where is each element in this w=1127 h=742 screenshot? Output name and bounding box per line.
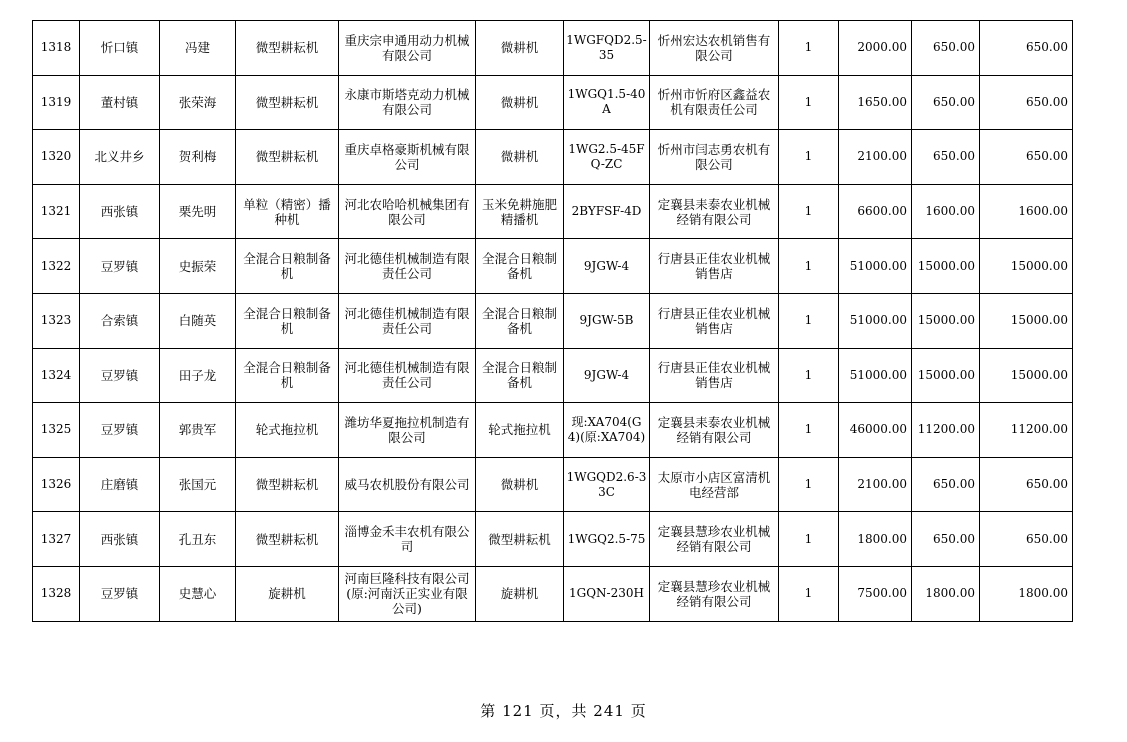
cell-qty: 1 bbox=[779, 566, 839, 621]
cell-maker: 重庆卓格豪斯机械有限公司 bbox=[339, 130, 476, 185]
cell-qty: 1 bbox=[779, 21, 839, 76]
cell-dealer: 太原市小店区富清机电经营部 bbox=[650, 457, 779, 512]
table-row bbox=[33, 184, 1073, 239]
cell-dealer: 定襄县耒泰农业机械经销有限公司 bbox=[650, 403, 779, 458]
cell-maker: 河北德佳机械制造有限责任公司 bbox=[339, 239, 476, 294]
cell-total: 650.00 bbox=[980, 75, 1073, 130]
cell-price: 51000.00 bbox=[839, 348, 912, 403]
cell-price: 1800.00 bbox=[839, 512, 912, 567]
cell-subsidy: 15000.00 bbox=[912, 293, 980, 348]
cell-model: 2BYFSF-4D bbox=[564, 184, 650, 239]
cell-item: 微耕机 bbox=[476, 21, 564, 76]
cell-dealer: 行唐县正佳农业机械销售店 bbox=[650, 348, 779, 403]
cell-maker: 河北农哈哈机械集团有限公司 bbox=[339, 184, 476, 239]
cell-item: 旋耕机 bbox=[476, 566, 564, 621]
cell-subsidy: 650.00 bbox=[912, 130, 980, 185]
cell-dealer: 忻州市忻府区鑫益农机有限责任公司 bbox=[650, 75, 779, 130]
cell-qty: 1 bbox=[779, 512, 839, 567]
cell-town: 合索镇 bbox=[80, 293, 160, 348]
cell-price: 51000.00 bbox=[839, 239, 912, 294]
cell-category: 旋耕机 bbox=[236, 566, 339, 621]
cell-qty: 1 bbox=[779, 75, 839, 130]
table-row bbox=[33, 239, 1073, 294]
cell-model: 1WGQ1.5-40A bbox=[564, 75, 650, 130]
cell-no: 1321 bbox=[33, 184, 80, 239]
cell-subsidy: 650.00 bbox=[912, 21, 980, 76]
cell-no: 1318 bbox=[33, 21, 80, 76]
cell-dealer: 定襄县耒泰农业机械经销有限公司 bbox=[650, 184, 779, 239]
cell-dealer: 忻州市闫志勇农机有限公司 bbox=[650, 130, 779, 185]
footer-total-pages: 241 bbox=[593, 702, 625, 720]
table-row bbox=[33, 512, 1073, 567]
table-row bbox=[33, 348, 1073, 403]
footer-mid: 页，共 bbox=[539, 702, 588, 720]
cell-town: 西张镇 bbox=[80, 512, 160, 567]
cell-price: 2100.00 bbox=[839, 457, 912, 512]
cell-qty: 1 bbox=[779, 239, 839, 294]
cell-no: 1319 bbox=[33, 75, 80, 130]
cell-name: 贺利梅 bbox=[160, 130, 236, 185]
cell-category: 单粒（精密）播种机 bbox=[236, 184, 339, 239]
cell-price: 46000.00 bbox=[839, 403, 912, 458]
cell-price: 2000.00 bbox=[839, 21, 912, 76]
cell-name: 史振荣 bbox=[160, 239, 236, 294]
cell-no: 1328 bbox=[33, 566, 80, 621]
cell-town: 庄磨镇 bbox=[80, 457, 160, 512]
cell-dealer: 忻州宏达农机销售有限公司 bbox=[650, 21, 779, 76]
cell-item: 微耕机 bbox=[476, 75, 564, 130]
cell-maker: 河北德佳机械制造有限责任公司 bbox=[339, 348, 476, 403]
cell-subsidy: 1800.00 bbox=[912, 566, 980, 621]
cell-town: 豆罗镇 bbox=[80, 566, 160, 621]
cell-town: 豆罗镇 bbox=[80, 348, 160, 403]
cell-town: 董村镇 bbox=[80, 75, 160, 130]
cell-item: 全混合日粮制备机 bbox=[476, 239, 564, 294]
table-row bbox=[33, 130, 1073, 185]
cell-subsidy: 650.00 bbox=[912, 75, 980, 130]
cell-no: 1326 bbox=[33, 457, 80, 512]
cell-total: 15000.00 bbox=[980, 293, 1073, 348]
table-row bbox=[33, 566, 1073, 621]
cell-dealer: 行唐县正佳农业机械销售店 bbox=[650, 293, 779, 348]
cell-model: 9JGW-5B bbox=[564, 293, 650, 348]
cell-town: 西张镇 bbox=[80, 184, 160, 239]
cell-category: 微型耕耘机 bbox=[236, 75, 339, 130]
cell-name: 栗先明 bbox=[160, 184, 236, 239]
cell-maker: 河南巨隆科技有限公司(原:河南沃正实业有限公司) bbox=[339, 566, 476, 621]
cell-qty: 1 bbox=[779, 184, 839, 239]
cell-category: 微型耕耘机 bbox=[236, 512, 339, 567]
cell-category: 全混合日粮制备机 bbox=[236, 293, 339, 348]
cell-category: 轮式拖拉机 bbox=[236, 403, 339, 458]
cell-maker: 淄博金禾丰农机有限公司 bbox=[339, 512, 476, 567]
cell-total: 1800.00 bbox=[980, 566, 1073, 621]
cell-town: 忻口镇 bbox=[80, 21, 160, 76]
cell-total: 15000.00 bbox=[980, 239, 1073, 294]
cell-total: 650.00 bbox=[980, 457, 1073, 512]
page-footer bbox=[0, 700, 1127, 721]
cell-no: 1322 bbox=[33, 239, 80, 294]
cell-model: 9JGW-4 bbox=[564, 348, 650, 403]
cell-price: 51000.00 bbox=[839, 293, 912, 348]
cell-maker: 威马农机股份有限公司 bbox=[339, 457, 476, 512]
cell-qty: 1 bbox=[779, 457, 839, 512]
cell-price: 7500.00 bbox=[839, 566, 912, 621]
cell-total: 11200.00 bbox=[980, 403, 1073, 458]
cell-total: 650.00 bbox=[980, 512, 1073, 567]
cell-model: 1WG2.5-45FQ-ZC bbox=[564, 130, 650, 185]
cell-total: 1600.00 bbox=[980, 184, 1073, 239]
table-row bbox=[33, 21, 1073, 76]
cell-price: 1650.00 bbox=[839, 75, 912, 130]
cell-name: 张荣海 bbox=[160, 75, 236, 130]
cell-item: 全混合日粮制备机 bbox=[476, 293, 564, 348]
cell-qty: 1 bbox=[779, 348, 839, 403]
subsidy-table bbox=[32, 20, 1073, 622]
cell-name: 田子龙 bbox=[160, 348, 236, 403]
cell-subsidy: 15000.00 bbox=[912, 239, 980, 294]
cell-total: 650.00 bbox=[980, 130, 1073, 185]
cell-subsidy: 15000.00 bbox=[912, 348, 980, 403]
cell-total: 650.00 bbox=[980, 21, 1073, 76]
cell-maker: 重庆宗申通用动力机械有限公司 bbox=[339, 21, 476, 76]
cell-name: 郭贵军 bbox=[160, 403, 236, 458]
cell-item: 微耕机 bbox=[476, 130, 564, 185]
cell-maker: 河北德佳机械制造有限责任公司 bbox=[339, 293, 476, 348]
cell-qty: 1 bbox=[779, 403, 839, 458]
footer-prefix: 第 bbox=[480, 702, 497, 720]
cell-subsidy: 1600.00 bbox=[912, 184, 980, 239]
cell-no: 1323 bbox=[33, 293, 80, 348]
cell-category: 全混合日粮制备机 bbox=[236, 348, 339, 403]
cell-dealer: 行唐县正佳农业机械销售店 bbox=[650, 239, 779, 294]
cell-category: 微型耕耘机 bbox=[236, 457, 339, 512]
footer-page-number: 121 bbox=[502, 702, 534, 720]
cell-name: 孔丑东 bbox=[160, 512, 236, 567]
cell-category: 全混合日粮制备机 bbox=[236, 239, 339, 294]
cell-qty: 1 bbox=[779, 130, 839, 185]
cell-no: 1325 bbox=[33, 403, 80, 458]
cell-item: 微耕机 bbox=[476, 457, 564, 512]
cell-qty: 1 bbox=[779, 293, 839, 348]
cell-no: 1327 bbox=[33, 512, 80, 567]
cell-model: 1WGQD2.6-33C bbox=[564, 457, 650, 512]
cell-name: 张国元 bbox=[160, 457, 236, 512]
table-row bbox=[33, 403, 1073, 458]
cell-category: 微型耕耘机 bbox=[236, 130, 339, 185]
cell-item: 玉米免耕施肥精播机 bbox=[476, 184, 564, 239]
cell-no: 1320 bbox=[33, 130, 80, 185]
cell-maker: 潍坊华夏拖拉机制造有限公司 bbox=[339, 403, 476, 458]
cell-item: 轮式拖拉机 bbox=[476, 403, 564, 458]
cell-item: 微型耕耘机 bbox=[476, 512, 564, 567]
cell-dealer: 定襄县慧珍农业机械经销有限公司 bbox=[650, 566, 779, 621]
cell-model: 9JGW-4 bbox=[564, 239, 650, 294]
cell-model: 1WGQ2.5-75 bbox=[564, 512, 650, 567]
cell-town: 豆罗镇 bbox=[80, 239, 160, 294]
cell-dealer: 定襄县慧珍农业机械经销有限公司 bbox=[650, 512, 779, 567]
table-row bbox=[33, 457, 1073, 512]
table-row bbox=[33, 293, 1073, 348]
cell-maker: 永康市斯塔克动力机械有限公司 bbox=[339, 75, 476, 130]
cell-price: 2100.00 bbox=[839, 130, 912, 185]
table-body bbox=[33, 21, 1073, 622]
cell-name: 白随英 bbox=[160, 293, 236, 348]
cell-subsidy: 650.00 bbox=[912, 457, 980, 512]
footer-suffix: 页 bbox=[630, 702, 647, 720]
cell-model: 1GQN-230H bbox=[564, 566, 650, 621]
cell-name: 史慧心 bbox=[160, 566, 236, 621]
cell-category: 微型耕耘机 bbox=[236, 21, 339, 76]
cell-subsidy: 650.00 bbox=[912, 512, 980, 567]
cell-model: 1WGFQD2.5-35 bbox=[564, 21, 650, 76]
cell-model: 现:XA704(G4)(原:XA704) bbox=[564, 403, 650, 458]
cell-town: 豆罗镇 bbox=[80, 403, 160, 458]
cell-no: 1324 bbox=[33, 348, 80, 403]
cell-total: 15000.00 bbox=[980, 348, 1073, 403]
cell-price: 6600.00 bbox=[839, 184, 912, 239]
cell-town: 北义井乡 bbox=[80, 130, 160, 185]
cell-item: 全混合日粮制备机 bbox=[476, 348, 564, 403]
table-row bbox=[33, 75, 1073, 130]
cell-name: 冯建 bbox=[160, 21, 236, 76]
cell-subsidy: 11200.00 bbox=[912, 403, 980, 458]
